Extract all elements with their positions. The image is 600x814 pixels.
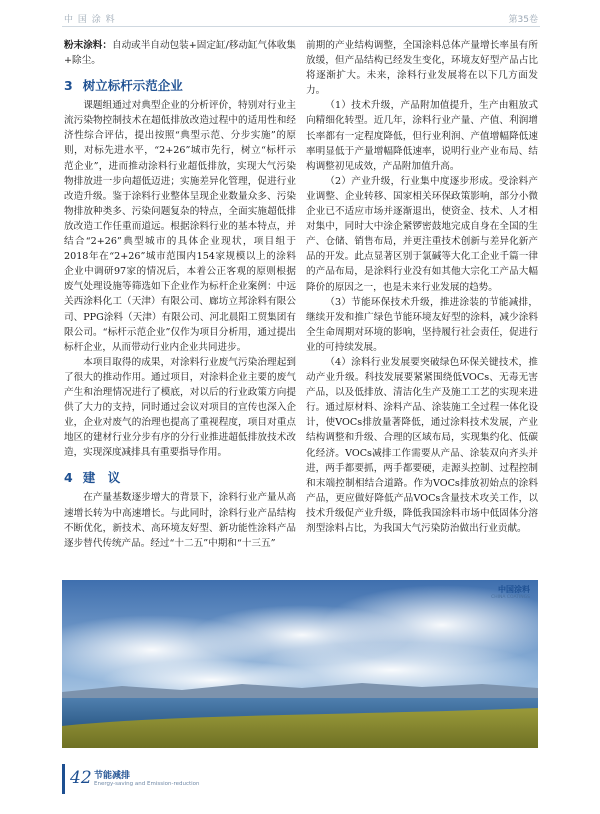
landscape-illustration [62,580,538,748]
section-3-number: 3 [64,78,73,94]
powder-coating-paragraph [64,38,296,68]
section-3-paragraph-1: 课题组通过对典型企业的分析评价，特别对行业主流污染物控制技术在超低排放改造过程中的适用性和经济性综合评估，提出按照“典型示范、分步实施”的原则，对标先进水平，“2+26”城市先行，树立“标杆示范企业”，进而推动涂料行业超低排放，实现大气污染物排放进一步向超低迈进；实施差异化管理，促进行业改造升级。鉴于涂料行业整体呈现企业数量众多、污染物排放种类多、污染问题复杂的特点，全面实施超低排放改造工作任重而道远。根据涂料行业的基本特点，并结合“2+26”典型城市的具体企业现状，项目组于2018年在“2+26”城市范围内154家规模以上的涂料企业中调研97家的情况后，本着公正客观的原则根据废气处理设施等筛选如下企业作为标杆企业案例：中远关西涂料化工（天津）有限公司、廊坊立邦涂料有限公司、PPG涂料（天津）有限公司、河北晨阳工贸集团有限公司。“标杆示范企业”仅作为项目分析用，通过提出标杆企业，从而带动行业内企业共同进步。 [64,100,296,353]
section-3-heading [64,78,296,94]
journal-name: 中 国 涂 料 [64,15,116,25]
page-number: 42 [70,768,92,788]
column-title-en: Energy-saving and Emission-reduction [94,781,200,787]
section-4-title: 建 议 [82,470,121,486]
section-4-number: 4 [64,470,73,486]
section-3-paragraph-2: 本项目取得的成果，对涂料行业废气污染治理起到了很大的推动作用。通过项目，对涂料企业主要的废气产生和治理情况进行了模底，对以后的行业政策方向提供了大力的支持，同时通过会议对项目的宣传也深入企业，企业对废气的治理也提高了重视程度，项目对重点地区的建材行业分步有序的分行业推进超低排放技术改造，实现深度减排具有重要指导作用。 [64,356,296,459]
point-4-paragraph: （4）涂料行业发展要突破绿色环保关键技术，推动产业升级。科技发展要紧紧围绕低VOCs、无毒无害产品，以及低排放、清洁化生产及施工工艺的实现来进行。通过原材料、涂料产品、涂装施工全过程一体化设计，使VOCs排放量著降低，通过涂料技术发展，产业结构调整和升级、合理的区域布局，实现集约化、低碳化经济。VOCs减排工作需要从产品、涂装双向齐头并进，两手都要抓，两手都要硬，走源头控制、过程控制和末端控制相结合道路。作为VOCs排放初始点的涂料产品，更应做好降低产品VOCs含量技术攻关工作，以技术升级促产业升级，降低我国涂料市场中低固体分溶剂型涂料占比，为我国大气污染防治做出行业贡献。 [306,356,538,534]
section-3-title: 树立标杆示范企业 [82,78,183,94]
powder-coating-label: 粉末涂料： [64,40,112,51]
powder-coating-text: 自动或半自动包装+固定缸/移动缸气体收集+除尘。 [64,40,296,67]
footer-bar [62,764,65,794]
landscape-photo [62,580,538,748]
column-title: 节能减排 [94,771,131,781]
section-4-heading [64,470,296,486]
section-4-paragraph-1: 在产量基数逐步增大的背景下，涂料行业产量从高速增长转为中高速增长。与此同时，涂料行业产品结构不断优化，新技术、高环境友好型、新功能性涂料产品逐步替代传统产品。经过“十二五”中期和“十三五” [64,492,296,549]
logo-text-en: CHINA COATINGS [491,595,530,600]
point-2-paragraph: （2）产业升级，行业集中度逐步形成。受涂料产业调整、企业转移、国家相关环保政策影响，部分小微企业已不适应市场并逐渐退出，使资金、技术、人才相对集中，同时大中涂企紧锣密鼓地完成自身在全国的生产、仓储、销售布局，并更注重技术创新与差异化新产品的开发。此点显著区别于氯碱等大化工企业千篇一律的产品布局，是涂料行业没有如其他大宗化工产品大幅降价的原因之一，也是未来行业发展的趋势。 [306,175,538,293]
point-1-paragraph: （1）技术升级，产品附加值提升，生产由粗放式向精细化转型。近几年，涂料行业产量、产值、利润增长率都有一定程度降低，但行业利润、产值增幅降低速率明显低于产量增幅降低速率，说明行业产业布局、结构调整初见成效，产品附加值升高。 [306,100,538,172]
left-column [64,38,296,551]
right-column [306,38,538,536]
continued-paragraph: 前期的产业结构调整，全国涂料总体产量增长率虽有所放缓，但产品结构已经发生变化，环境友好型产品占比将逐渐扩大。未来，涂料行业发展将在以下几方面发力。 [306,40,538,97]
page-header [0,0,600,34]
header-rule [62,26,540,27]
journal-logo [491,586,530,602]
point-3-paragraph: （3）节能环保技术升级，推进涂装的节能减排，继续开发和推广绿色节能环境友好型的涂料，减少涂料全生命周期对环境的影响，坚持履行社会责任，促进行业的可持续发展。 [306,296,538,353]
volume-number: 第35卷 [508,15,538,25]
logo-text-cn: 中国涂料 [498,585,530,594]
page-footer [62,764,362,804]
